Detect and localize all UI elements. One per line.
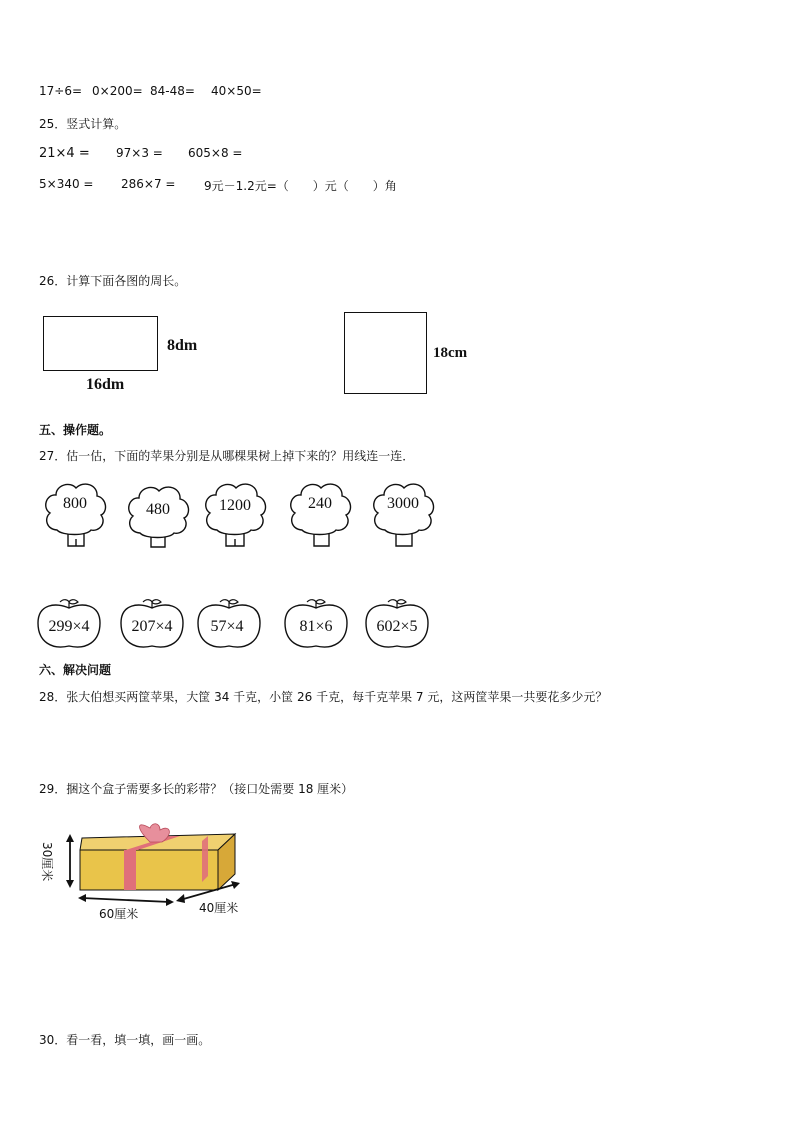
q29-text: 29．捆这个盒子需要多长的彩带？（接口处需要 18 厘米）: [39, 782, 354, 796]
q24-item-2: 0×200=: [92, 84, 143, 98]
q24-item-3: 84-48=: [150, 84, 195, 98]
apple-expression-2: 207×4: [131, 618, 173, 635]
apple-expression-1: 299×4: [48, 618, 90, 635]
tree-1: [42, 482, 108, 548]
apple-expression-5: 602×5: [376, 618, 418, 635]
q25-row1-item-2: 97×3 =: [116, 146, 163, 160]
apple-expression-4: 81×6: [299, 618, 333, 635]
q25-row1-item-1: 21×4 =: [39, 146, 90, 161]
q26-rectangle: [43, 316, 158, 371]
q28-text: 28．张大伯想买两筐苹果，大筐 34 千克，小筐 26 千克，每千克苹果 7 元，这两筐苹果一共要花多少元？: [39, 690, 608, 704]
q26-square: [344, 312, 427, 394]
q25-title: 25．竖式计算。: [39, 117, 127, 131]
q26-title: 26．计算下面各图的周长。: [39, 274, 187, 288]
q25-row1-item-3: 605×8 =: [188, 146, 243, 160]
ribbon-side: [202, 836, 208, 882]
tree-number-4: 240: [308, 495, 332, 512]
tree-3: [202, 482, 268, 548]
section5-title: 五、操作题。: [39, 423, 112, 437]
q24-item-4: 40×50=: [211, 84, 262, 98]
q30-text: 30．看一看，填一填，画一画。: [39, 1033, 211, 1047]
q26-rect-width-label: 16dm: [86, 376, 125, 393]
q29-height-label: 30厘米: [40, 842, 54, 882]
section6-title: 六、解决问题: [39, 663, 112, 677]
tree-4: [287, 482, 353, 548]
q29-length-label: 60厘米: [99, 907, 139, 921]
box-front-face: [80, 850, 218, 890]
q27-title: 27．估一估，下面的苹果分别是从哪棵果树上掉下来的？用线连一连．: [39, 449, 415, 463]
tree-number-5: 3000: [387, 495, 419, 512]
q25-row2-item-1: 5×340 =: [39, 177, 94, 191]
q29-width-label: 40厘米: [199, 901, 239, 915]
q26-square-label: 18cm: [433, 345, 468, 361]
q26-rect-height-label: 8dm: [167, 337, 198, 354]
apple-expression-3: 57×4: [210, 618, 244, 635]
q25-row2-item-3: 9元－1.2元=（ ）元（ ）角: [204, 179, 397, 193]
q24-item-1: 17÷6=: [39, 84, 83, 98]
q25-row2-item-2: 286×7 =: [121, 177, 176, 191]
tree-5: [370, 482, 436, 548]
tree-number-1: 800: [63, 495, 87, 512]
tree-number-3: 1200: [219, 497, 251, 514]
tree-number-2: 480: [146, 501, 170, 518]
ribbon-front: [124, 850, 136, 890]
